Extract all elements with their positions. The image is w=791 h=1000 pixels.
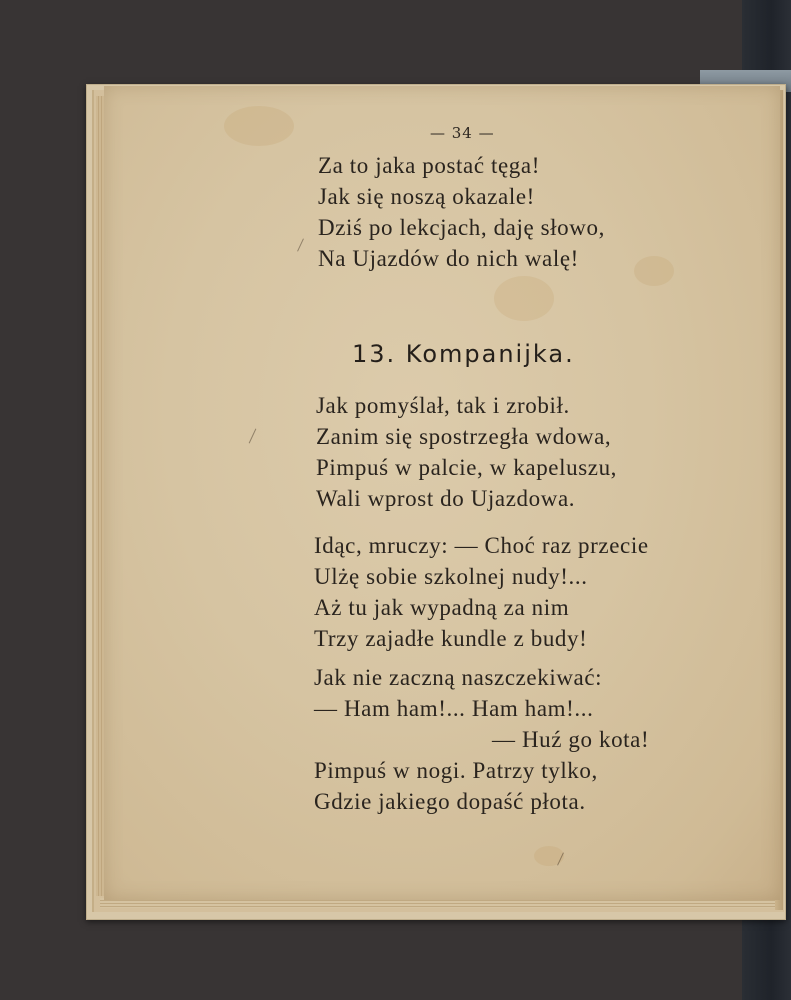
verse-line: Pimpuś w palcie, w kapeluszu,	[316, 455, 618, 480]
verse-line: Za to jaka postać tęga!	[318, 153, 540, 178]
page-number: — 34 —	[430, 124, 495, 142]
verse-line: Wali wprost do Ujazdowa.	[316, 486, 576, 511]
section-heading: 13. Kompanijka.	[352, 340, 575, 368]
poem-continuation	[318, 150, 605, 274]
verse-line: Jak nie zaczną naszczekiwać:	[314, 665, 603, 690]
verse-line: Ulżę sobie szkolnej nudy!...	[314, 564, 588, 589]
paper-stain	[224, 106, 294, 146]
paper-stain	[494, 276, 554, 321]
verse-line: Gdzie jakiego dopaść płota.	[314, 789, 586, 814]
verse-line: — Ham ham!... Ham ham!...	[314, 696, 594, 721]
verse-line: Zanim się spostrzegła wdowa,	[316, 424, 612, 449]
paper-stain	[634, 256, 674, 286]
verse-line: Jak pomyślał, tak i zrobił.	[316, 393, 570, 418]
verse-line: Aż tu jak wypadną za nim	[314, 595, 570, 620]
paper-stain	[534, 846, 564, 866]
verse-line: Idąc, mruczy: — Choć raz przecie	[314, 533, 649, 558]
verse-line: Dziś po lekcjach, daję słowo,	[318, 215, 605, 240]
verse-line: Na Ujazdów do nich walę!	[318, 246, 579, 271]
verse-line: Pimpuś w nogi. Patrzy tylko,	[314, 758, 598, 783]
verse-line: Trzy zajadłe kundle z budy!	[314, 626, 588, 651]
stanza-3	[314, 662, 649, 817]
verse-line: Jak się noszą okazale!	[318, 184, 535, 209]
stanza-1	[316, 390, 617, 514]
verse-line: — Huź go kota!	[492, 727, 650, 752]
stanza-2	[314, 530, 649, 654]
